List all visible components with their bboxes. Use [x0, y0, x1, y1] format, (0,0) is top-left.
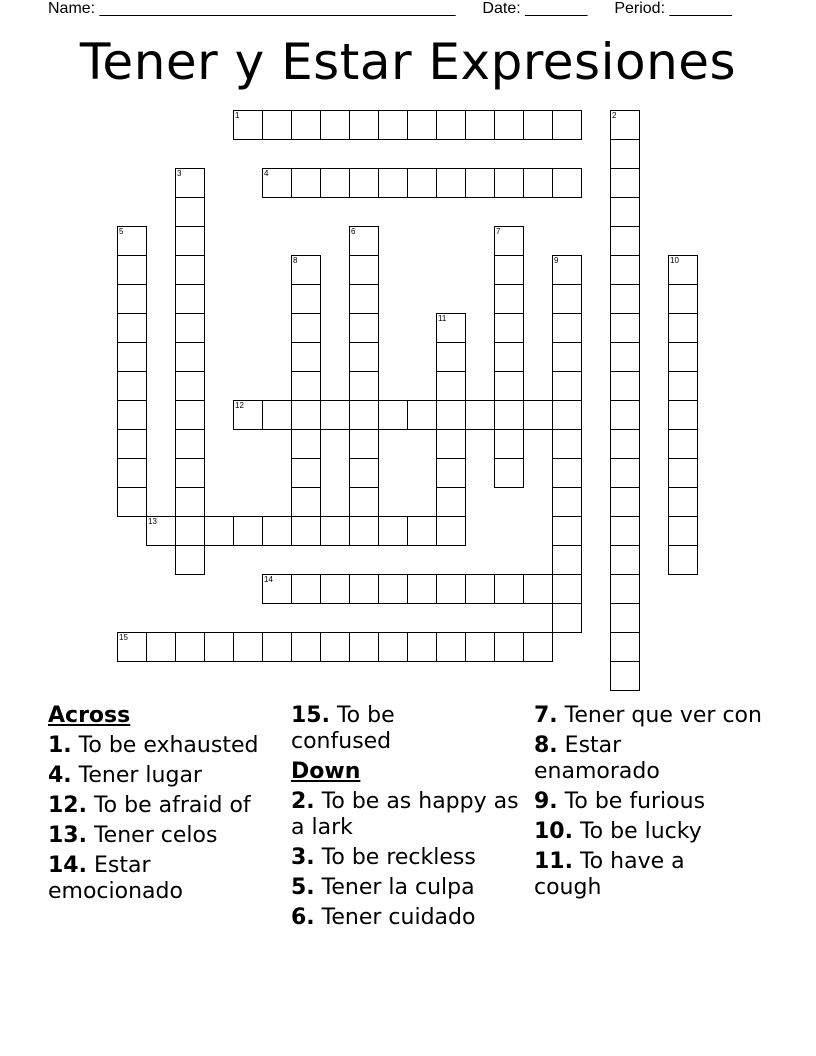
grid-cell[interactable]	[407, 400, 437, 430]
clue-down-6: 6. Tener cuidado	[291, 905, 476, 930]
grid-cell[interactable]	[610, 255, 640, 285]
grid-cell[interactable]	[175, 255, 205, 285]
grid-cell[interactable]	[117, 400, 147, 430]
grid-cell[interactable]	[117, 458, 147, 488]
clue-down-3: 3. To be reckless	[291, 845, 476, 870]
clue-number: 11	[438, 314, 447, 323]
grid-cell[interactable]	[291, 400, 321, 430]
grid-cell[interactable]	[494, 168, 524, 198]
grid-cell[interactable]	[117, 371, 147, 401]
clue-number: 9	[554, 256, 559, 265]
grid-cell[interactable]	[378, 110, 408, 140]
grid-cell[interactable]	[291, 168, 321, 198]
grid-cell[interactable]	[175, 371, 205, 401]
grid-cell[interactable]	[668, 371, 698, 401]
grid-cell[interactable]	[552, 603, 582, 633]
grid-cell[interactable]	[349, 516, 379, 546]
name-field-label[interactable]: Name: ________________________________________	[48, 0, 456, 17]
grid-cell[interactable]	[175, 226, 205, 256]
grid-cell[interactable]	[349, 255, 379, 285]
grid-cell[interactable]	[494, 458, 524, 488]
grid-cell[interactable]	[117, 313, 147, 343]
grid-cell[interactable]	[233, 110, 263, 140]
grid-cell[interactable]	[349, 313, 379, 343]
grid-cell[interactable]	[494, 342, 524, 372]
grid-cell[interactable]	[465, 168, 495, 198]
grid-cell[interactable]	[175, 197, 205, 227]
grid-cell[interactable]	[552, 168, 582, 198]
grid-cell[interactable]	[494, 371, 524, 401]
grid-cell[interactable]	[668, 284, 698, 314]
grid-cell[interactable]	[610, 632, 640, 662]
grid-cell[interactable]	[349, 226, 379, 256]
grid-cell[interactable]	[523, 574, 553, 604]
clue-across-4: 4. Tener lugar	[48, 763, 202, 788]
grid-cell[interactable]	[320, 632, 350, 662]
grid-cell[interactable]	[349, 487, 379, 517]
grid-cell[interactable]	[465, 110, 495, 140]
grid-cell[interactable]	[494, 400, 524, 430]
grid-cell[interactable]	[291, 342, 321, 372]
grid-cell[interactable]	[262, 516, 292, 546]
grid-cell[interactable]	[407, 574, 437, 604]
clue-number: 5	[119, 227, 124, 236]
grid-cell[interactable]	[117, 487, 147, 517]
grid-cell[interactable]	[146, 516, 176, 546]
grid-cell[interactable]	[494, 632, 524, 662]
grid-cell[interactable]	[117, 255, 147, 285]
grid-cell[interactable]	[610, 226, 640, 256]
grid-cell[interactable]	[349, 429, 379, 459]
grid-cell[interactable]	[407, 168, 437, 198]
grid-cell[interactable]	[436, 429, 466, 459]
clue-across-12: 12. To be afraid of	[48, 793, 251, 818]
grid-cell[interactable]	[204, 632, 234, 662]
grid-cell[interactable]	[262, 574, 292, 604]
grid-cell[interactable]	[349, 168, 379, 198]
grid-cell[interactable]	[610, 110, 640, 140]
grid-cell[interactable]	[349, 458, 379, 488]
grid-cell[interactable]	[291, 110, 321, 140]
grid-cell[interactable]	[262, 400, 292, 430]
grid-cell[interactable]	[610, 545, 640, 575]
grid-cell[interactable]	[291, 574, 321, 604]
grid-cell[interactable]	[668, 487, 698, 517]
grid-cell[interactable]	[291, 632, 321, 662]
grid-cell[interactable]	[523, 110, 553, 140]
grid-cell[interactable]	[436, 458, 466, 488]
grid-cell[interactable]	[349, 110, 379, 140]
clue-across-1: 1. To be exhausted	[48, 733, 259, 758]
grid-cell[interactable]	[552, 284, 582, 314]
grid-cell[interactable]	[436, 632, 466, 662]
clue-number: 8	[293, 256, 298, 265]
clue-number: 1	[235, 111, 240, 120]
grid-cell[interactable]	[436, 400, 466, 430]
grid-cell[interactable]	[378, 632, 408, 662]
grid-cell[interactable]	[378, 168, 408, 198]
grid-cell[interactable]	[494, 574, 524, 604]
grid-cell[interactable]	[233, 516, 263, 546]
grid-cell[interactable]	[465, 400, 495, 430]
grid-cell[interactable]	[494, 429, 524, 459]
grid-cell[interactable]	[494, 255, 524, 285]
grid-cell[interactable]	[610, 342, 640, 372]
grid-cell[interactable]	[610, 516, 640, 546]
grid-cell[interactable]	[552, 487, 582, 517]
grid-cell[interactable]	[668, 429, 698, 459]
grid-cell[interactable]	[436, 110, 466, 140]
clues-column-2	[291, 703, 519, 935]
grid-cell[interactable]	[291, 313, 321, 343]
grid-cell[interactable]	[610, 661, 640, 691]
clue-across-14: 14. Estar emocionado	[48, 853, 183, 904]
grid-cell[interactable]	[610, 284, 640, 314]
grid-cell[interactable]	[523, 168, 553, 198]
grid-cell[interactable]	[552, 400, 582, 430]
clues-column-1	[48, 703, 280, 909]
grid-cell[interactable]	[175, 429, 205, 459]
grid-cell[interactable]	[262, 110, 292, 140]
grid-cell[interactable]	[668, 458, 698, 488]
grid-cell[interactable]	[552, 545, 582, 575]
grid-cell[interactable]	[175, 516, 205, 546]
clue-across-15: 15. To be confused	[291, 703, 395, 754]
grid-cell[interactable]	[349, 632, 379, 662]
clue-down-10: 10. To be lucky	[534, 819, 702, 844]
across-heading: Across	[48, 703, 131, 728]
grid-cell[interactable]	[378, 516, 408, 546]
grid-cell[interactable]	[262, 632, 292, 662]
grid-cell[interactable]	[610, 197, 640, 227]
grid-cell[interactable]	[320, 400, 350, 430]
grid-cell[interactable]	[465, 632, 495, 662]
grid-cell[interactable]	[552, 371, 582, 401]
grid-cell[interactable]	[175, 458, 205, 488]
grid-cell[interactable]	[204, 516, 234, 546]
page-title: Tener y Estar Expresiones	[79, 33, 737, 91]
grid-cell[interactable]	[436, 342, 466, 372]
grid-cell[interactable]	[668, 313, 698, 343]
grid-cell[interactable]	[523, 632, 553, 662]
clue-down-8: 8. Estar enamorado	[534, 733, 660, 784]
grid-cell[interactable]	[668, 516, 698, 546]
clue-number: 7	[496, 227, 501, 236]
down-heading: Down	[291, 759, 361, 784]
grid-cell[interactable]	[291, 516, 321, 546]
grid-cell[interactable]	[349, 371, 379, 401]
grid-cell[interactable]	[610, 139, 640, 169]
grid-cell[interactable]	[175, 168, 205, 198]
clue-down-7: 7. Tener que ver con	[534, 703, 762, 728]
grid-cell[interactable]	[610, 487, 640, 517]
grid-cell[interactable]	[291, 429, 321, 459]
grid-cell[interactable]	[494, 313, 524, 343]
grid-cell[interactable]	[407, 110, 437, 140]
grid-cell[interactable]	[436, 516, 466, 546]
grid-cell[interactable]	[320, 110, 350, 140]
clues-column-3	[534, 703, 764, 905]
grid-cell[interactable]	[552, 429, 582, 459]
grid-cell[interactable]	[610, 400, 640, 430]
grid-cell[interactable]	[610, 313, 640, 343]
grid-cell[interactable]	[610, 603, 640, 633]
grid-cell[interactable]	[407, 632, 437, 662]
grid-cell[interactable]	[117, 632, 147, 662]
grid-cell[interactable]	[610, 168, 640, 198]
clue-number: 6	[351, 227, 356, 236]
grid-cell[interactable]	[262, 168, 292, 198]
clue-down-5: 5. Tener la culpa	[291, 875, 475, 900]
clue-number: 12	[235, 401, 244, 410]
grid-cell[interactable]	[291, 371, 321, 401]
grid-cell[interactable]	[291, 458, 321, 488]
grid-cell[interactable]	[233, 400, 263, 430]
grid-cell[interactable]	[291, 284, 321, 314]
grid-cell[interactable]	[668, 255, 698, 285]
grid-cell[interactable]	[175, 284, 205, 314]
grid-cell[interactable]	[494, 226, 524, 256]
clue-number: 14	[264, 575, 273, 584]
grid-cell[interactable]	[436, 371, 466, 401]
grid-cell[interactable]	[610, 371, 640, 401]
grid-cell[interactable]	[175, 313, 205, 343]
clue-number: 13	[148, 517, 157, 526]
grid-cell[interactable]	[552, 313, 582, 343]
grid-cell[interactable]	[552, 255, 582, 285]
grid-cell[interactable]	[436, 574, 466, 604]
grid-cell[interactable]	[175, 632, 205, 662]
clue-across-13: 13. Tener celos	[48, 823, 218, 848]
clue-down-2: 2. To be as happy as a lark	[291, 789, 519, 840]
grid-cell[interactable]	[668, 545, 698, 575]
grid-cell[interactable]	[117, 284, 147, 314]
grid-cell[interactable]	[465, 574, 495, 604]
grid-cell[interactable]	[552, 516, 582, 546]
grid-cell[interactable]	[552, 342, 582, 372]
date-field-label[interactable]: Date: _______	[482, 0, 588, 17]
grid-cell[interactable]	[668, 342, 698, 372]
grid-cell[interactable]	[610, 458, 640, 488]
grid-cell[interactable]	[610, 574, 640, 604]
grid-cell[interactable]	[175, 342, 205, 372]
clue-number: 4	[264, 169, 269, 178]
grid-cell[interactable]	[320, 168, 350, 198]
clue-down-11: 11. To have a cough	[534, 849, 685, 900]
grid-cell[interactable]	[610, 429, 640, 459]
grid-cell[interactable]	[175, 487, 205, 517]
grid-cell[interactable]	[436, 313, 466, 343]
grid-cell[interactable]	[552, 110, 582, 140]
grid-cell[interactable]	[291, 487, 321, 517]
grid-cell[interactable]	[349, 342, 379, 372]
grid-cell[interactable]	[175, 400, 205, 430]
grid-cell[interactable]	[349, 284, 379, 314]
grid-cell[interactable]	[320, 574, 350, 604]
grid-cell[interactable]	[552, 458, 582, 488]
grid-cell[interactable]	[320, 516, 350, 546]
grid-cell[interactable]	[407, 516, 437, 546]
grid-cell[interactable]	[117, 429, 147, 459]
grid-cell[interactable]	[378, 574, 408, 604]
grid-cell[interactable]	[436, 487, 466, 517]
grid-cell[interactable]	[117, 226, 147, 256]
grid-cell[interactable]	[349, 574, 379, 604]
clue-number: 2	[612, 111, 617, 120]
clue-down-9: 9. To be furious	[534, 789, 706, 814]
grid-cell[interactable]	[117, 342, 147, 372]
grid-cell[interactable]	[436, 168, 466, 198]
grid-cell[interactable]	[175, 545, 205, 575]
grid-cell[interactable]	[349, 400, 379, 430]
grid-cell[interactable]	[523, 400, 553, 430]
clue-number: 15	[119, 633, 128, 642]
period-field-label[interactable]: Period: _______	[614, 0, 732, 17]
clue-number: 3	[177, 169, 182, 178]
grid-cell[interactable]	[378, 400, 408, 430]
grid-cell[interactable]	[494, 284, 524, 314]
grid-cell[interactable]	[291, 255, 321, 285]
grid-cell[interactable]	[494, 110, 524, 140]
clue-number: 10	[670, 256, 679, 265]
grid-cell[interactable]	[668, 400, 698, 430]
grid-cell[interactable]	[552, 574, 582, 604]
grid-cell[interactable]	[146, 632, 176, 662]
grid-cell[interactable]	[233, 632, 263, 662]
